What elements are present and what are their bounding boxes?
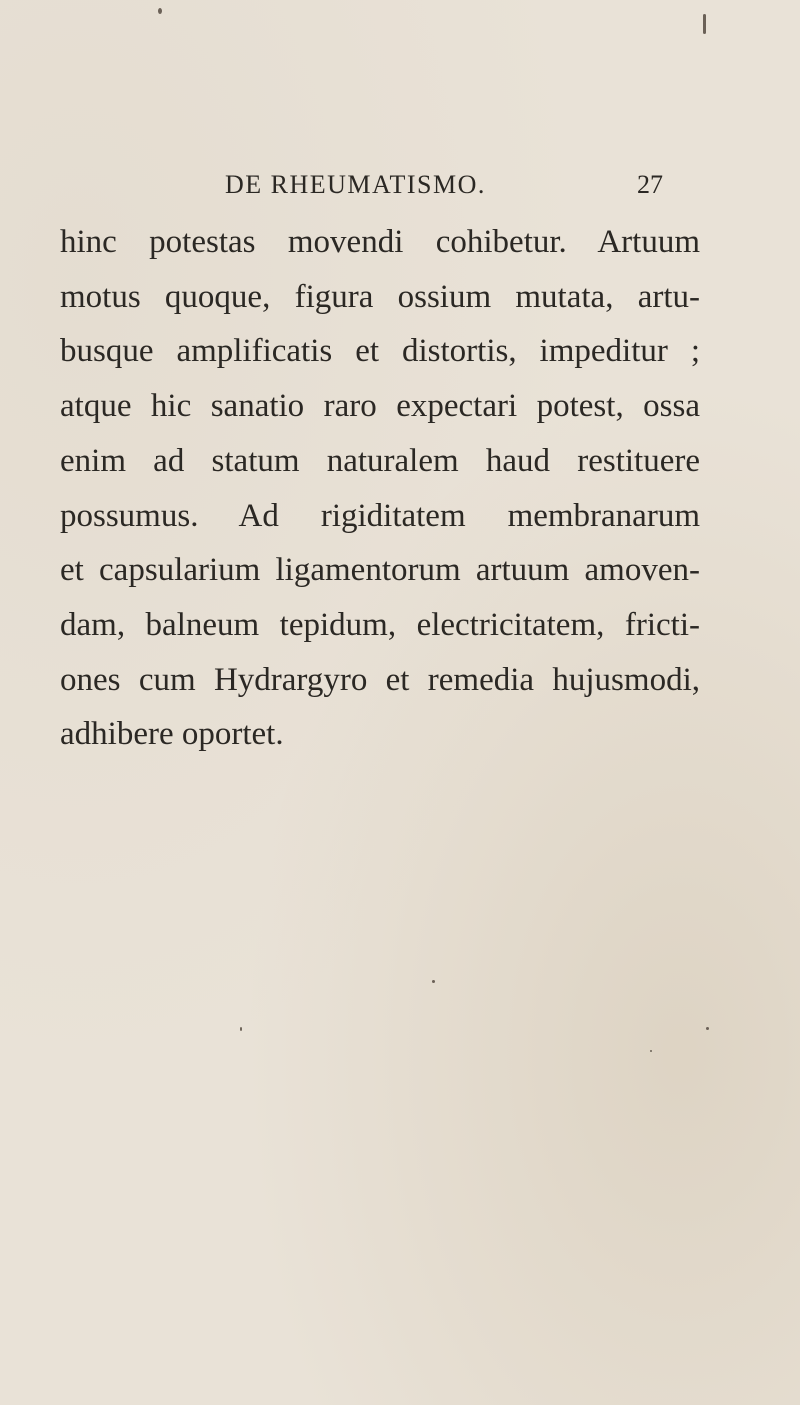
text-line: adhibere oportet. — [60, 716, 284, 753]
paper-speck — [650, 1050, 652, 1052]
paper-speck — [240, 1027, 242, 1031]
body-text — [60, 215, 700, 762]
text-line: et capsularium ligamentorum artuum amoven- — [60, 552, 700, 589]
text-line: possumus. Ad rigiditatem membranarum — [60, 497, 700, 534]
paper-speck — [703, 14, 706, 34]
paper-speck — [158, 8, 162, 14]
text-line: busque amplificatis et distortis, impeditur ; — [60, 333, 700, 370]
paper-speck — [706, 1027, 709, 1030]
text-line: ones cum Hydrargyro et remedia hujusmodi, — [60, 661, 700, 698]
running-head — [0, 160, 800, 200]
text-line: atque hic sanatio raro expectari potest, ossa — [60, 388, 700, 425]
text-line: enim ad statum naturalem haud restituere — [60, 442, 700, 479]
paper-speck — [432, 980, 435, 983]
running-title: DE RHEUMATISMO. — [225, 170, 486, 199]
text-line: motus quoque, figura ossium mutata, artu- — [60, 278, 700, 315]
text-line: hinc potestas movendi cohibetur. Artuum — [60, 224, 700, 260]
text-line: dam, balneum tepidum, electricitatem, fricti- — [60, 606, 700, 643]
page-number: 27 — [637, 170, 663, 199]
